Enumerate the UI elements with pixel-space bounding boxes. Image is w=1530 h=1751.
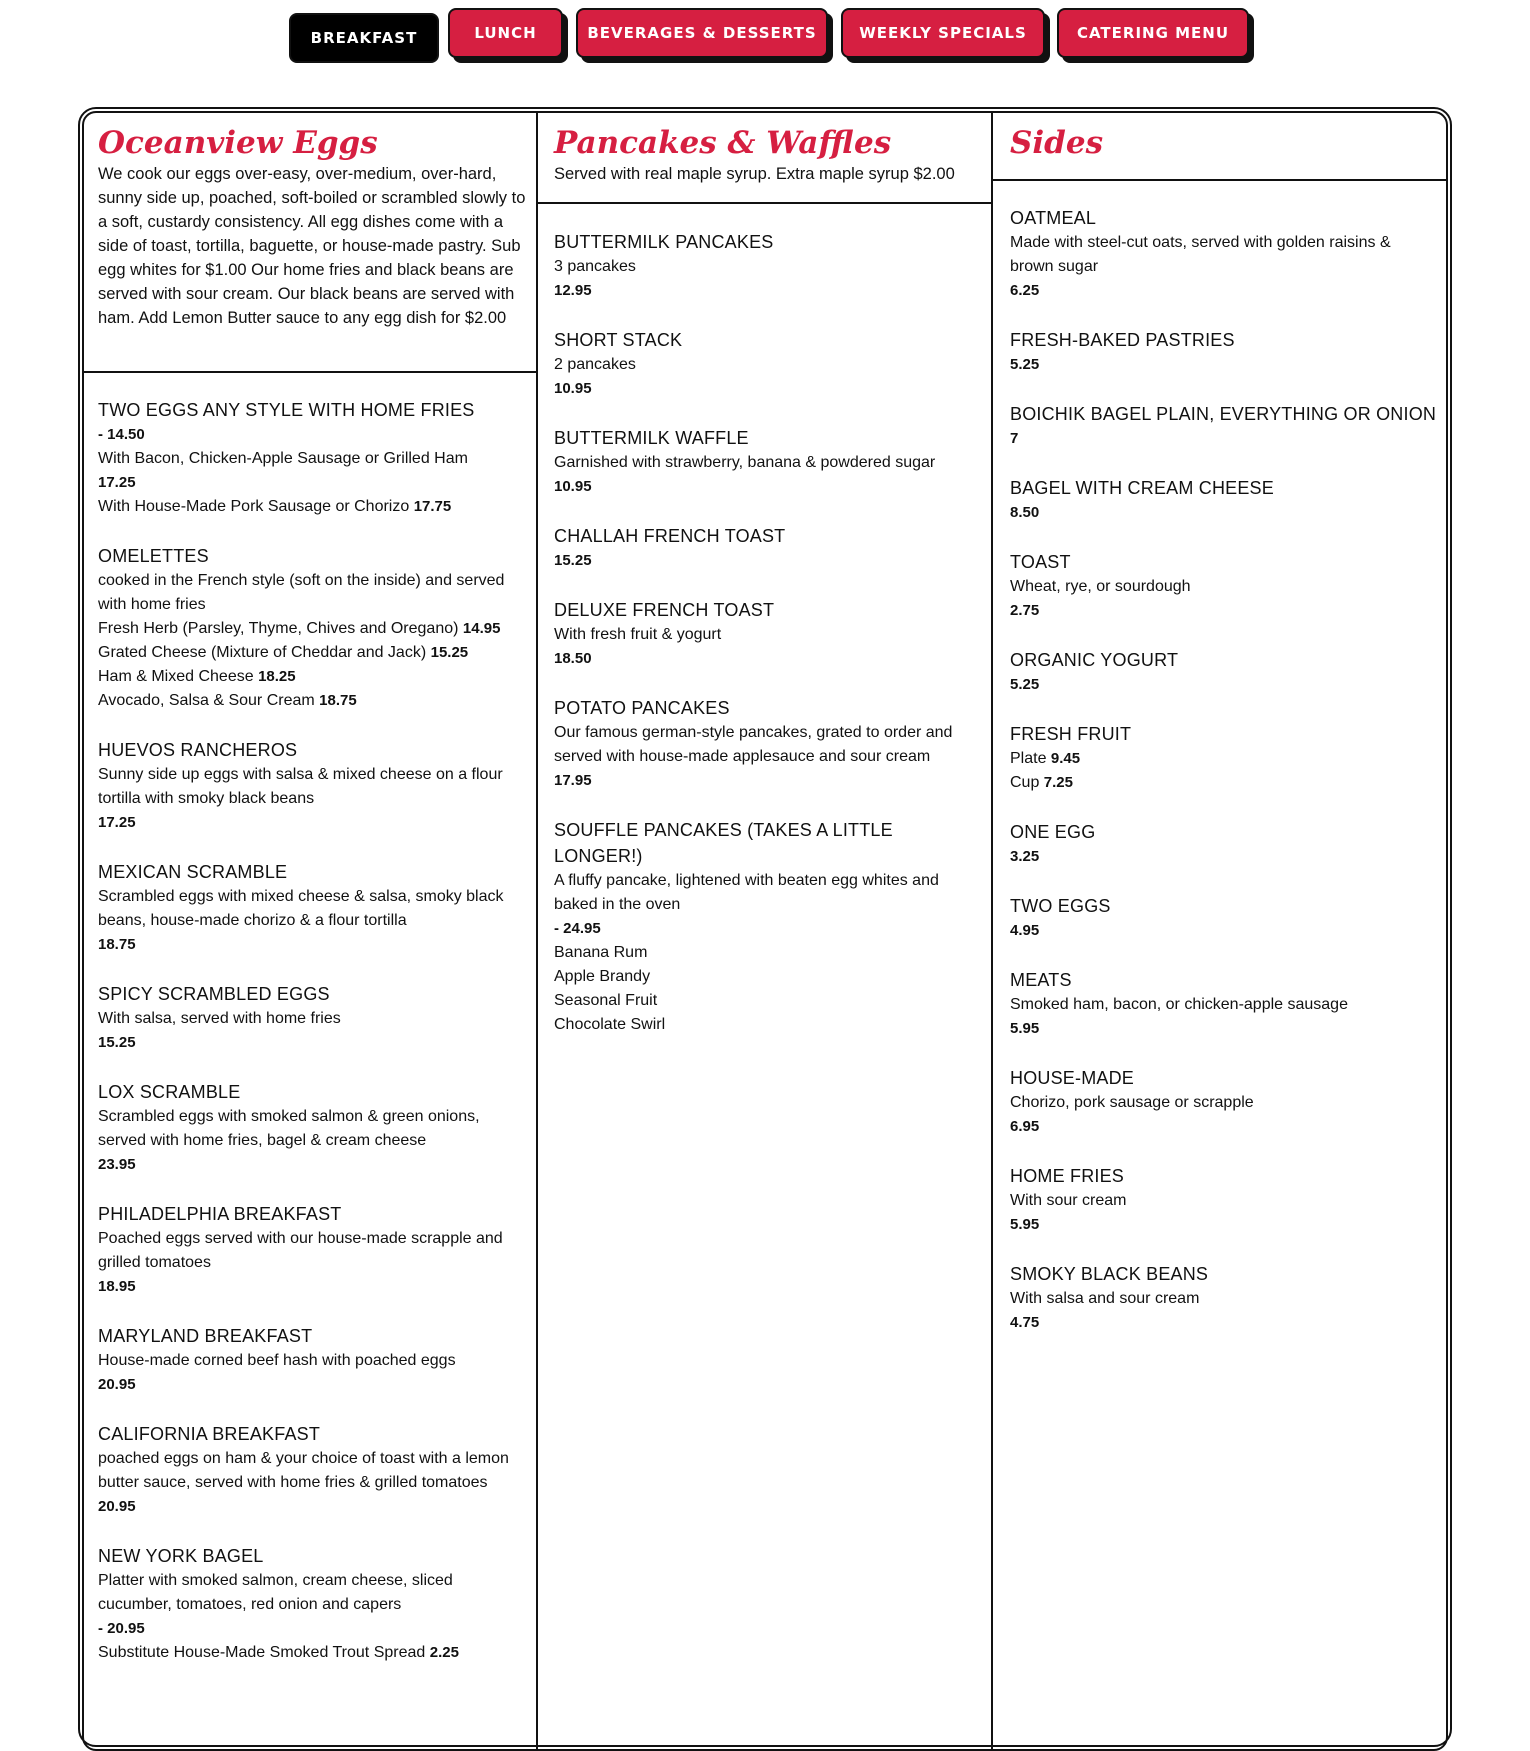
- menu-item-line: [98, 763, 528, 811]
- menu-item-line: [1010, 575, 1438, 599]
- pancake-items-list: [554, 229, 984, 1061]
- menu-item-name: CALIFORNIA BREAKFAST: [98, 1424, 321, 1444]
- menu-item-line: [554, 869, 984, 917]
- menu-item-price: 18.25: [258, 668, 296, 685]
- menu-item: [98, 1323, 528, 1397]
- tab-weekly-specials[interactable]: WEEKLY SPECIALS: [841, 8, 1045, 58]
- menu-item-price: 18.50: [554, 650, 592, 667]
- menu-item-price: 17.75: [413, 498, 452, 515]
- menu-item-line: [554, 255, 984, 279]
- menu-item-line: [1010, 231, 1438, 279]
- menu-item-line: [98, 471, 528, 495]
- menu-item-line: [98, 933, 528, 957]
- category-title-pancakes: Pancakes & Waffles: [554, 125, 892, 161]
- menu-item-price: 6.95: [1010, 1118, 1040, 1135]
- header-divider: [84, 371, 536, 373]
- menu-item-name: POTATO PANCAKES: [554, 698, 730, 718]
- menu-item-line: [1010, 501, 1438, 525]
- menu-item-price: 9.45: [1050, 750, 1081, 767]
- menu-item-line: [1010, 673, 1438, 697]
- menu-item-line: [1010, 747, 1438, 771]
- menu-item: [98, 981, 528, 1055]
- menu-item-text: Scrambled eggs with mixed cheese & salsa, smoky black beans, house-made chorizo & a flour tortilla: [98, 888, 504, 929]
- tab-catering-menu[interactable]: CATERING MENU: [1057, 8, 1249, 58]
- menu-item-price: 10.95: [554, 380, 592, 397]
- menu-item-text: Cup: [1010, 774, 1044, 791]
- menu-item-text: Fresh Herb (Parsley, Thyme, Chives and Oregano): [98, 620, 463, 637]
- menu-item-line: [1010, 1213, 1438, 1237]
- menu-item-name: SOUFFLE PANCAKES (TAKES A LITTLE LONGER!): [554, 820, 893, 866]
- category-title-sides: Sides: [1010, 125, 1104, 161]
- menu-item-line: [554, 623, 984, 647]
- menu-item: [1010, 967, 1438, 1041]
- menu-item-text: Garnished with strawberry, banana & powdered sugar: [554, 454, 936, 471]
- menu-item-name: HOME FRIES: [1010, 1166, 1125, 1186]
- menu-item-line: [98, 1031, 528, 1055]
- menu-item-line: [98, 1349, 528, 1373]
- menu-item-line: [554, 1013, 984, 1037]
- menu-item: [1010, 327, 1438, 377]
- menu-item-text: cooked in the French style (soft on the inside) and served with home fries: [98, 572, 505, 613]
- menu-item-line: [1010, 771, 1438, 795]
- menu-item-name: TWO EGGS ANY STYLE WITH HOME FRIES: [98, 400, 475, 420]
- menu-item-price: 18.75: [319, 692, 357, 709]
- menu-item-line: [98, 447, 528, 471]
- menu-item-text: Apple Brandy: [554, 968, 651, 985]
- menu-item-text: With fresh fruit & yogurt: [554, 626, 722, 643]
- header-divider: [538, 202, 991, 204]
- menu-item-name: PHILADELPHIA BREAKFAST: [98, 1204, 342, 1224]
- menu-item-line: [554, 965, 984, 989]
- menu-item-line: [98, 1007, 528, 1031]
- menu-item-text: 3 pancakes: [554, 258, 636, 275]
- menu-item-line: [98, 665, 528, 689]
- menu-item-text: House-made corned beef hash with poached eggs: [98, 1352, 456, 1369]
- menu-item: [98, 859, 528, 957]
- menu-item-text: Ham & Mixed Cheese: [98, 668, 259, 685]
- menu-item-price: 20.95: [98, 1498, 136, 1515]
- menu-item-text: Scrambled eggs with smoked salmon & green onions, served with home fries, bagel & cream cheese: [98, 1108, 480, 1149]
- menu-item-line: [554, 549, 984, 573]
- menu-item-line: [98, 1153, 528, 1177]
- menu-item-line: [98, 617, 528, 641]
- menu-item-price: 12.95: [554, 282, 592, 299]
- menu-item: [1010, 549, 1438, 623]
- menu-item-price: 14.95: [462, 620, 501, 637]
- menu-item-line: [98, 569, 528, 617]
- menu-item: [554, 817, 984, 1037]
- menu-item-price: 18.75: [98, 936, 136, 953]
- menu-item-name: MARYLAND BREAKFAST: [98, 1326, 313, 1346]
- menu-item: [554, 695, 984, 793]
- menu-item-line: [554, 647, 984, 671]
- menu-item-price: 15.25: [554, 552, 592, 569]
- menu-item-line: [98, 641, 528, 665]
- menu-item-price: 2.25: [429, 1644, 459, 1661]
- column-divider: [536, 111, 538, 1751]
- menu-item-name: ORGANIC YOGURT: [1010, 650, 1179, 670]
- menu-item: [98, 397, 528, 519]
- menu-item-text: A fluffy pancake, lightened with beaten egg whites and baked in the oven: [554, 872, 939, 913]
- menu-item-line: [98, 689, 528, 713]
- menu-item-text: Made with steel-cut oats, served with golden raisins & brown sugar: [1010, 234, 1391, 275]
- menu-item-text: Smoked ham, bacon, or chicken-apple sausage: [1010, 996, 1348, 1013]
- menu-item-name: OATMEAL: [1010, 208, 1097, 228]
- menu-item-line: [98, 1227, 528, 1275]
- menu-item: [1010, 475, 1438, 525]
- menu-item-line: [1010, 1311, 1438, 1335]
- menu-item-price: 15.25: [98, 1034, 136, 1051]
- menu-item-price: 10.95: [554, 478, 592, 495]
- menu-item: [98, 737, 528, 835]
- menu-item-name: SMOKY BLACK BEANS: [1010, 1264, 1209, 1284]
- menu-item-price: 17.25: [98, 474, 136, 491]
- menu-item: [1010, 721, 1438, 795]
- menu-item-price: - 14.50: [98, 426, 145, 443]
- menu-item-text: With House-Made Pork Sausage or Chorizo: [98, 498, 414, 515]
- menu-item-name: BAGEL WITH CREAM CHEESE: [1010, 478, 1274, 498]
- tab-beverages-desserts[interactable]: BEVERAGES & DESSERTS: [576, 8, 828, 58]
- menu-item-price: 5.25: [1010, 676, 1040, 693]
- menu-item-name: FRESH FRUIT: [1010, 724, 1132, 744]
- menu-item-text: With sour cream: [1010, 1192, 1127, 1209]
- menu-item-text: Wheat, rye, or sourdough: [1010, 578, 1191, 595]
- column-divider: [991, 111, 993, 1751]
- header-divider: [993, 179, 1446, 181]
- menu-item-text: With salsa and sour cream: [1010, 1290, 1200, 1307]
- menu-item-line: [98, 1495, 528, 1519]
- menu-item: [554, 327, 984, 401]
- menu-item-price: 5.95: [1010, 1020, 1040, 1037]
- menu-item-price: 23.95: [98, 1156, 136, 1173]
- menu-item-line: [98, 1447, 528, 1495]
- menu-item-price: 4.75: [1010, 1314, 1040, 1331]
- menu-item-text: Banana Rum: [554, 944, 648, 961]
- menu-item-text: Sunny side up eggs with salsa & mixed cheese on a flour tortilla with smoky black beans: [98, 766, 503, 807]
- menu-item: [554, 597, 984, 671]
- menu-item-line: [554, 279, 984, 303]
- menu-item-text: Plate: [1010, 750, 1051, 767]
- menu-item-line: [98, 1569, 528, 1617]
- side-items-list: [1010, 205, 1438, 1359]
- menu-item-text: Poached eggs served with our house-made scrapple and grilled tomatoes: [98, 1230, 503, 1271]
- menu-item-line: [98, 1373, 528, 1397]
- menu-item-line: [554, 353, 984, 377]
- menu-item-name: ONE EGG: [1010, 822, 1096, 842]
- tab-breakfast[interactable]: BREAKFAST: [289, 13, 439, 63]
- menu-item-price: - 20.95: [98, 1620, 145, 1637]
- menu-item-name: FRESH-BAKED PASTRIES: [1010, 330, 1235, 350]
- menu-item-name: TOAST: [1010, 552, 1071, 572]
- menu-item-name: BOICHIK BAGEL PLAIN, EVERYTHING OR ONION: [1010, 404, 1437, 424]
- menu-item-line: [1010, 1091, 1438, 1115]
- egg-items-list: [98, 397, 528, 1689]
- menu-item-line: [98, 1275, 528, 1299]
- tab-lunch[interactable]: LUNCH: [448, 8, 563, 58]
- menu-item-line: [554, 451, 984, 475]
- menu-item-name: OMELETTES: [98, 546, 209, 566]
- menu-item-line: [1010, 1017, 1438, 1041]
- menu-item-name: MEATS: [1010, 970, 1072, 990]
- menu-item: [554, 523, 984, 573]
- menu-item-line: [1010, 1115, 1438, 1139]
- menu-item: [98, 1201, 528, 1299]
- menu-item-text: Substitute House-Made Smoked Trout Spread: [98, 1644, 430, 1661]
- menu-item-price: 17.25: [98, 814, 136, 831]
- menu-item-name: LOX SCRAMBLE: [98, 1082, 241, 1102]
- menu-item-price: - 24.95: [554, 920, 601, 937]
- menu-item-text: Chocolate Swirl: [554, 1016, 666, 1033]
- menu-item-text: Avocado, Salsa & Sour Cream: [98, 692, 320, 709]
- menu-item: [1010, 1163, 1438, 1237]
- menu-item-price: 6.25: [1010, 282, 1040, 299]
- menu-item: [554, 229, 984, 303]
- menu-item-name: BUTTERMILK PANCAKES: [554, 232, 774, 252]
- menu-item-line: [554, 769, 984, 793]
- menu-item: [1010, 401, 1438, 451]
- menu-item-line: [1010, 1287, 1438, 1311]
- menu-item-text: Chorizo, pork sausage or scrapple: [1010, 1094, 1254, 1111]
- menu-item-line: [554, 989, 984, 1013]
- menu-item: [1010, 819, 1438, 869]
- menu-item: [554, 425, 984, 499]
- menu-item-text: 2 pancakes: [554, 356, 636, 373]
- menu-item-line: [554, 721, 984, 769]
- category-description-pancakes: Served with real maple syrup. Extra maple syrup $2.00: [554, 165, 955, 183]
- category-title-eggs: Oceanview Eggs: [98, 125, 378, 161]
- menu-item-line: [1010, 353, 1438, 377]
- menu-item-price: 18.95: [98, 1278, 136, 1295]
- menu-item-text: Platter with smoked salmon, cream cheese, sliced cucumber, tomatoes, red onion and capers: [98, 1572, 453, 1613]
- menu-item: [1010, 1261, 1438, 1335]
- menu-item-line: [98, 423, 528, 447]
- menu-item-price: 20.95: [98, 1376, 136, 1393]
- menu-item-name: HUEVOS RANCHEROS: [98, 740, 298, 760]
- menu-item-line: [1010, 919, 1438, 943]
- menu-item-line: [98, 1641, 528, 1665]
- category-description-eggs: We cook our eggs over-easy, over-medium, over-hard, sunny side up, poached, soft-boiled or scrambled slowly to a soft, custardy consistency. All egg dishes come with a side of toast, tortilla, baguette, or house-made pastry. Sub egg whites for $1.00 Our home fries and black beans are served with sour cream. Our black beans are served with ham. Add Lemon Butter sauce to any egg dish for $2.00: [98, 165, 526, 327]
- menu-item-line: [554, 917, 984, 941]
- menu-item-line: [554, 475, 984, 499]
- menu-item: [98, 1421, 528, 1519]
- menu-item-line: [1010, 993, 1438, 1017]
- menu-item-name: SPICY SCRAMBLED EGGS: [98, 984, 330, 1004]
- menu-item: [98, 1079, 528, 1177]
- menu-item-line: [554, 941, 984, 965]
- menu-item-price: 4.95: [1010, 922, 1040, 939]
- menu-item-name: DELUXE FRENCH TOAST: [554, 600, 775, 620]
- menu-item-price: 7: [1010, 430, 1019, 447]
- menu-item-text: Seasonal Fruit: [554, 992, 658, 1009]
- menu-item-price: 3.25: [1010, 848, 1040, 865]
- menu-item-text: poached eggs on ham & your choice of toast with a lemon butter sauce, served with home fries & grilled tomatoes: [98, 1450, 509, 1491]
- menu-item-line: [98, 495, 528, 519]
- menu-item-text: With Bacon, Chicken-Apple Sausage or Grilled Ham: [98, 450, 468, 467]
- menu-item-name: TWO EGGS: [1010, 896, 1111, 916]
- menu-item-name: BUTTERMILK WAFFLE: [554, 428, 749, 448]
- menu-item: [1010, 1065, 1438, 1139]
- menu-item: [1010, 205, 1438, 303]
- menu-item-name: CHALLAH FRENCH TOAST: [554, 526, 786, 546]
- menu-item-line: [98, 885, 528, 933]
- menu-item-price: 5.95: [1010, 1216, 1040, 1233]
- menu-item-text: Grated Cheese (Mixture of Cheddar and Jack): [98, 644, 431, 661]
- menu-item-price: 15.25: [430, 644, 469, 661]
- menu-item-text: With salsa, served with home fries: [98, 1010, 341, 1027]
- menu-item-price: 17.95: [554, 772, 592, 789]
- menu-item-name: HOUSE-MADE: [1010, 1068, 1135, 1088]
- menu-item-line: [98, 811, 528, 835]
- menu-item-price: 8.50: [1010, 504, 1040, 521]
- menu-item: [98, 543, 528, 713]
- menu-item-line: [1010, 599, 1438, 623]
- menu-item: [1010, 647, 1438, 697]
- menu-item-price: 5.25: [1010, 356, 1040, 373]
- menu-item-line: [98, 1617, 528, 1641]
- menu-item-name: SHORT STACK: [554, 330, 683, 350]
- menu-item-line: [554, 377, 984, 401]
- menu-item-line: [1010, 845, 1438, 869]
- menu-item-line: [1010, 427, 1438, 451]
- menu-item-name: NEW YORK BAGEL: [98, 1546, 264, 1566]
- menu-item-text: Our famous german-style pancakes, grated to order and served with house-made applesauce and sour cream: [554, 724, 953, 765]
- menu-tabs: [0, 8, 1530, 68]
- menu-item-price: 2.75: [1010, 602, 1040, 619]
- menu-item-name: MEXICAN SCRAMBLE: [98, 862, 288, 882]
- menu-item-line: [1010, 1189, 1438, 1213]
- menu-item-line: [98, 1105, 528, 1153]
- menu-item: [98, 1543, 528, 1665]
- menu-item-price: 7.25: [1043, 774, 1073, 791]
- menu-item-line: [1010, 279, 1438, 303]
- menu-item: [1010, 893, 1438, 943]
